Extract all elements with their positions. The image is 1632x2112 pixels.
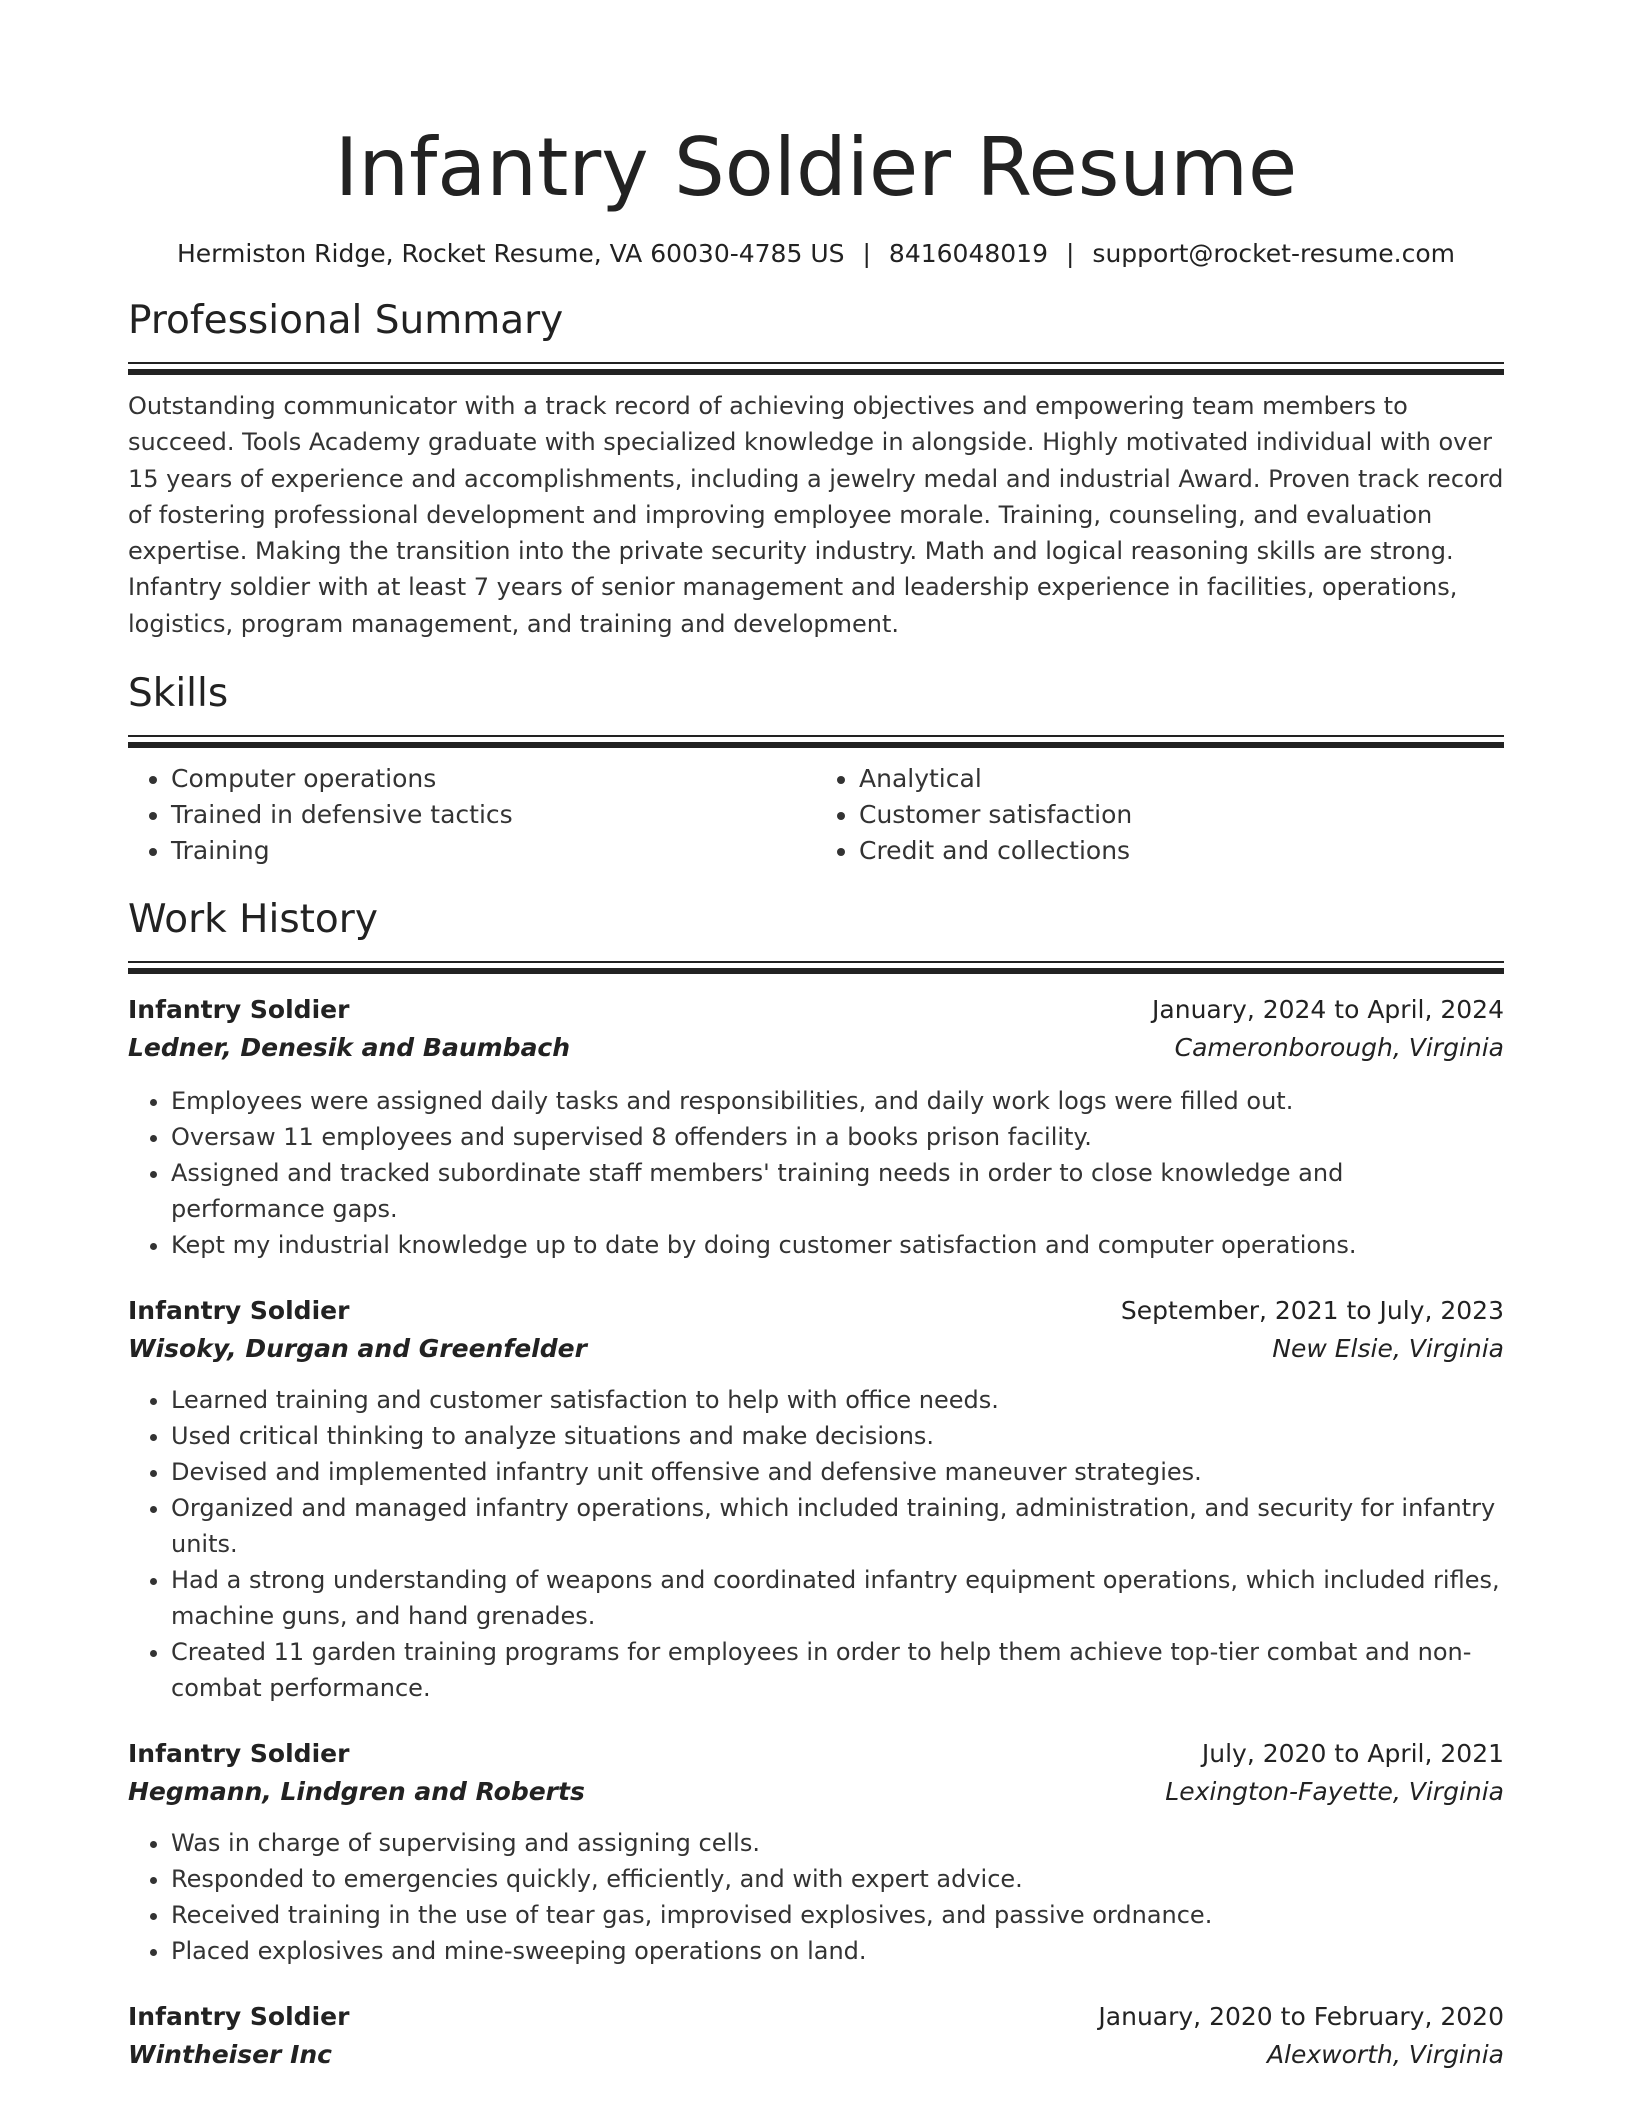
job-dates: September, 2021 to July, 2023 (1120, 1296, 1504, 1326)
job-bullet: • Oversaw 11 employees and supervised 8 offenders in a books prison facility. (171, 1119, 1504, 1155)
contact-email[interactable]: support@rocket-resume.com (1092, 239, 1456, 268)
job-dates: January, 2024 to April, 2024 (1152, 995, 1504, 1025)
section-divider (128, 961, 1504, 975)
skill-item: • Training (171, 833, 816, 869)
job-entry (128, 1735, 1504, 1969)
contact-separator: | (862, 239, 871, 268)
job-bullet: • Organized and managed infantry operations, which included training, administration, and security for infantry units. (171, 1490, 1504, 1562)
job-bullet: • Assigned and tracked subordinate staff members' training needs in order to close knowledge and performance gaps. (171, 1155, 1504, 1227)
contact-phone: 8416048019 (888, 239, 1048, 268)
job-bullet: • Responded to emergencies quickly, efficiently, and with expert advice. (171, 1861, 1504, 1897)
section-divider (128, 362, 1504, 376)
job-entry (128, 1292, 1504, 1706)
resume-page (128, 0, 1504, 2074)
job-dates: July, 2020 to April, 2021 (1201, 1739, 1504, 1769)
job-location: New Elsie, Virginia (1272, 1334, 1504, 1364)
job-dates: January, 2020 to February, 2020 (1098, 2002, 1504, 2032)
job-location: Lexington-Fayette, Virginia (1165, 1777, 1504, 1807)
job-bullets (128, 1083, 1504, 1263)
job-bullet: • Learned training and customer satisfaction to help with office needs. (171, 1382, 1504, 1418)
job-company: Wisoky, Durgan and Greenfelder (128, 1334, 587, 1364)
job-title: Infantry Soldier (128, 2002, 350, 2032)
job-bullets (128, 1825, 1504, 1969)
job-bullet: • Employees were assigned daily tasks and responsibilities, and daily work logs were filled out. (171, 1083, 1504, 1119)
job-location: Alexworth, Virginia (1266, 2040, 1504, 2070)
skill-item: • Computer operations (171, 761, 816, 797)
job-title: Infantry Soldier (128, 1296, 350, 1326)
job-bullet: • Placed explosives and mine-sweeping operations on land. (171, 1933, 1504, 1969)
skills-column-left (128, 761, 816, 869)
section-heading: Professional Summary (128, 298, 564, 343)
job-company: Hegmann, Lindgren and Roberts (128, 1777, 585, 1807)
contact-line (128, 234, 1504, 274)
job-title: Infantry Soldier (128, 995, 350, 1025)
job-bullet: • Had a strong understanding of weapons and coordinated infantry equipment operations, which included rifles, machine guns, and hand grenades. (171, 1562, 1504, 1634)
skill-item: • Analytical (859, 761, 1504, 797)
job-entry (128, 991, 1504, 1263)
job-bullets (128, 1382, 1504, 1706)
job-bullet: • Used critical thinking to analyze situations and make decisions. (171, 1418, 1504, 1454)
job-title: Infantry Soldier (128, 1739, 350, 1769)
job-bullet: • Received training in the use of tear gas, improvised explosives, and passive ordnance. (171, 1897, 1504, 1933)
skills-column-right (816, 761, 1504, 869)
skills-grid (128, 761, 1504, 869)
summary-paragraph: Outstanding communicator with a track record of achieving objectives and empowering team members to succeed. Tools Academy graduate with specialized knowledge in alongside. Highly motivated individual with over 15 years of experience and accomplishments, including a jewelry medal and industrial Award. Proven track record of fostering professional development and improving employee morale. Training, counseling, and evaluation expertise. Making the transition into the private security industry. Math and logical reasoning skills are strong. Infantry soldier with at least 7 years of senior management and leadership experience in facilities, operations, logistics, program management, and training and development. (128, 392, 1504, 638)
contact-separator: | (1065, 239, 1075, 268)
job-location: Cameronborough, Virginia (1174, 1033, 1504, 1063)
job-company: Wintheiser Inc (128, 2040, 333, 2070)
job-company: Ledner, Denesik and Baumbach (128, 1033, 571, 1063)
skills-section (128, 669, 1504, 869)
skill-item: • Credit and collections (859, 833, 1504, 869)
job-bullet: • Was in charge of supervising and assigning cells. (171, 1825, 1504, 1861)
job-entry (128, 1998, 1504, 2074)
contact-address: Hermiston Ridge, Rocket Resume, VA 60030-4785 US (176, 239, 845, 268)
job-bullet: • Devised and implemented infantry unit offensive and defensive maneuver strategies. (171, 1454, 1504, 1490)
job-bullet: • Kept my industrial knowledge up to date by doing customer satisfaction and computer operations. (171, 1227, 1504, 1263)
professional-summary-section (128, 296, 1504, 642)
skill-item: • Customer satisfaction (859, 797, 1504, 833)
job-bullet: • Created 11 garden training programs for employees in order to help them achieve top-tier combat and non-combat performance. (171, 1634, 1504, 1706)
resume-title: Infantry Soldier Resume (334, 121, 1298, 214)
section-divider (128, 735, 1504, 749)
section-heading: Work History (128, 897, 378, 943)
section-heading: Skills (128, 671, 229, 717)
work-history-section (128, 895, 1504, 2074)
skill-item: • Trained in defensive tactics (171, 797, 816, 833)
